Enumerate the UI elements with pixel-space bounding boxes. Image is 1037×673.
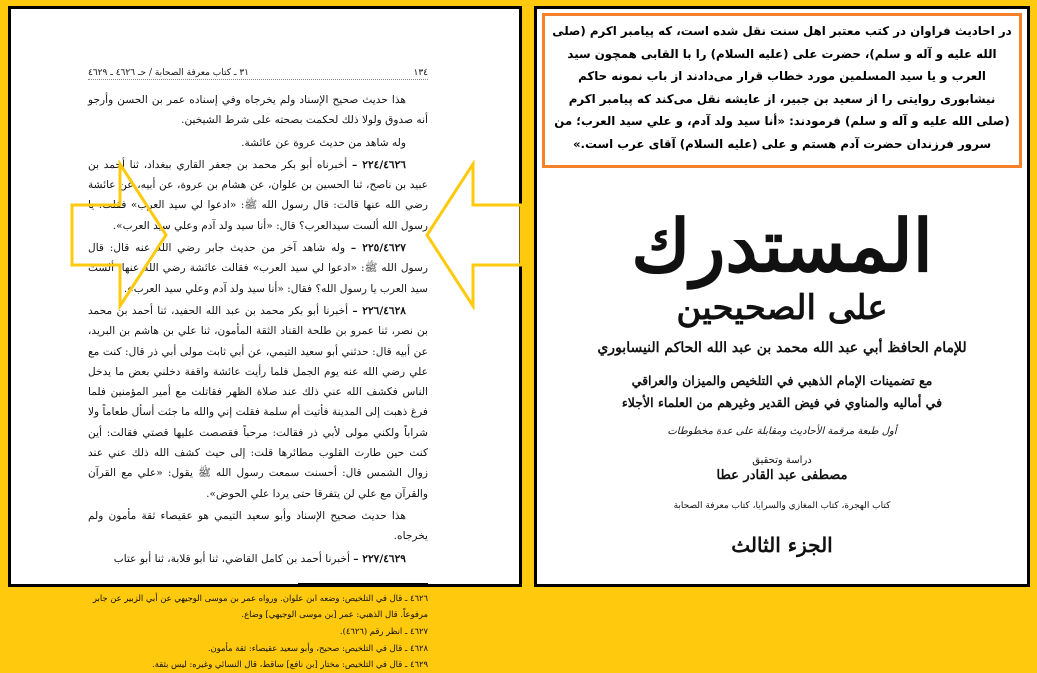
cover-subtitle: على الصحيحين [676,288,888,328]
footnote: ٤٦٢٩ ـ قال في التلخيص: مختار [بن نافع] ساقط، قال النسائي وغيره: ليس بثقة. [152,659,428,670]
footnote: ٤٦٢٦ ـ قال في التلخيص: وضعه ابن علوان. ورواه عمر بن موسى الوجيهي عن أبي الزبير عن جابر مرفوعاً. قال الذهبي: عمر [بن موسى الوجيهي] وضاع. [92,592,428,620]
hadith-text: أخبرنا أحمد بن كامل القاضي، ثنا أبو قلابة، ثنا أبو عتاب [113,552,350,565]
persian-note-text: در احادیث فراوان در کتب معتبر اهل سنت نقل شده است، که پیامبر اکرم (صلی الله علیه و آله و سلم)، حضرت علی (علیه السلام) را با القابی همچون سید العرب و یا سید المسلمین مورد خطاب قرار می‌دادند از باب نمونه حاکم نیشابوری روایتی را از سعید بن جبیر، از عایشه نقل می‌کند که پیامبر اکرم (صلی الله علیه و آله و سلم) فرمودند: «أنا سید ولد آدم، و علي سید العرب؛ من سرور فرزندان حضرت آدم هستم و علی (علیه السلام) آقای عرب است.» [552,24,1012,151]
cover-title: المستدرك [631,203,933,288]
book-cover [540,180,1024,557]
right-pointing-arrow-icon [70,160,170,310]
footnote: ٤٦٢٨ ـ قال في التلخيص: صحيح، وأبو سعيد عقيصاء: ثقة مأمون. [207,642,428,653]
persian-note-box [542,13,1022,168]
cover-edition: أول طبعة مرقمة الأحاديث ومقابلة على عدة مخطوطات [667,426,897,437]
hadith-paragraph [88,549,428,569]
cover-author: للإمام الحافظ أبي عبد الله محمد بن عبد الله الحاكم النيسابوري [597,340,967,356]
hadith-paragraph [88,506,428,547]
hadith-number: ٢٢٥/٤٦٢٧ – [350,242,406,255]
cover-with-line-2: في أماليه والمناوي في فيض القدير وغيرهم من العلماء الأجلاء [621,395,943,410]
running-title: ٣١ ـ كتاب معرفة الصحابة / حـ ٤٦٢٦ ـ ٤٦٢٩ [88,68,250,78]
hadith-number: ٢٢٧/٤٦٢٩ – [353,552,406,565]
hadith-paragraph [88,133,428,153]
cover-editor: مصطفى عبد القادر عطا [716,468,848,483]
hadith-number: ٢٢٤/٤٦٢٦ – [351,158,406,171]
hadith-text: وله شاهد آخر من حديث جابر رضي الله عنه قال: قال رسول الله ﷺ: «ادعوا لي سيد العرب» فقالت عائشة رضي الله عنها: ألست سيد العرب يا رسول الله؟ فقال: «أنا سيد ولد آدم وعلي سيد العرب». [88,242,428,295]
hadith-number: ٢٢٦/٤٦٢٨ – [352,304,406,317]
footnote-rule [298,583,428,584]
hadith-paragraph [88,301,428,504]
cover-contents: كتاب الهجرة، كتاب المغازي والسرايا، كتاب معرفة الصحابة [673,501,891,511]
left-pointing-arrow-icon [423,160,523,310]
hadith-text: أخبرناه أبو بكر محمد بن جعفر القاري ببغداد، ثنا أحمد بن عبيد بن ناصح، ثنا الحسين بن علوان، عن هشام بن عروة، عن أبيه، عن عائشة رضي الله عنها قالت: قال رسول الله ﷺ: «ادعوا لي سيد العرب» فقلت: يا رسول الله ألست سيدالعرب؟ قال: «أنا سيد ولد آدم وعلي سيد العرب». [88,158,428,232]
hadith-page [88,68,428,673]
cover-with-line-1: مع تضمينات الإمام الذهبي في التلخيص والميزان والعراقي [631,373,933,388]
hadith-paragraph [88,90,428,131]
page-number: ١٣٤ [413,68,428,78]
hadith-text: وله شاهد من حديث عروة عن عائشة. [241,136,406,149]
hadith-text: أخبرنا أبو بكر محمد بن عبد الله الحفيد، ثنا أحمد بن محمد بن نصر، ثنا عمرو بن طلحة القناد الثقة المأمون، ثنا علي بن هاشم بن البريد، عن أبيه قال: حدثني أبو سعيد التيمي، عن أبي ثابت مولى أبي ذر قال: كنت مع علي رضي الله عنه يوم الجمل فلما رأيت عائشة واقفة دخلني بعض ما يدخل الناس فكشف الله عني ذلك عند صلاة الظهر فقاتلت مع أمير المؤمنين فلما فرغ ذهبت إلى المدينة فأتيت أم سلمة فقلت إني والله ما جئت أسأل طعاماً ولا شراباً ولكني مولى لأبي ذر فقالت: مرحباً فقصصت عليها قصتي فقالت: أين كنت حين طارت القلوب مطائرها قلت: إلى حيث كشف الله ذلك عني عند زوال الشمس قال: أحسنت سمعت رسول الله ﷺ يقول: «علي مع القرآن والقرآن مع علي لن يتفرقا حتى يردا علي الحوض». [88,304,428,500]
running-head [88,68,428,80]
hadith-text: هذا حديث صحيح الإسناد ولم يخرجاه وفي إسناده عمر بن الحسن وأرجو أنه صدوق ولولا ذلك لحكمت بصحته على شرط الشيخين. [88,94,428,127]
cover-study-label: دراسة وتحقيق [752,455,812,466]
hadith-text: هذا حديث صحيح الإسناد وأبو سعيد التيمي هو عقيصاء ثقة مأمون ولم يخرجاه. [88,509,428,543]
footnote: ٤٦٢٧ ـ انظر رقم (٤٦٢٦). [339,626,428,637]
cover-volume: الجزء الثالث [731,533,833,557]
